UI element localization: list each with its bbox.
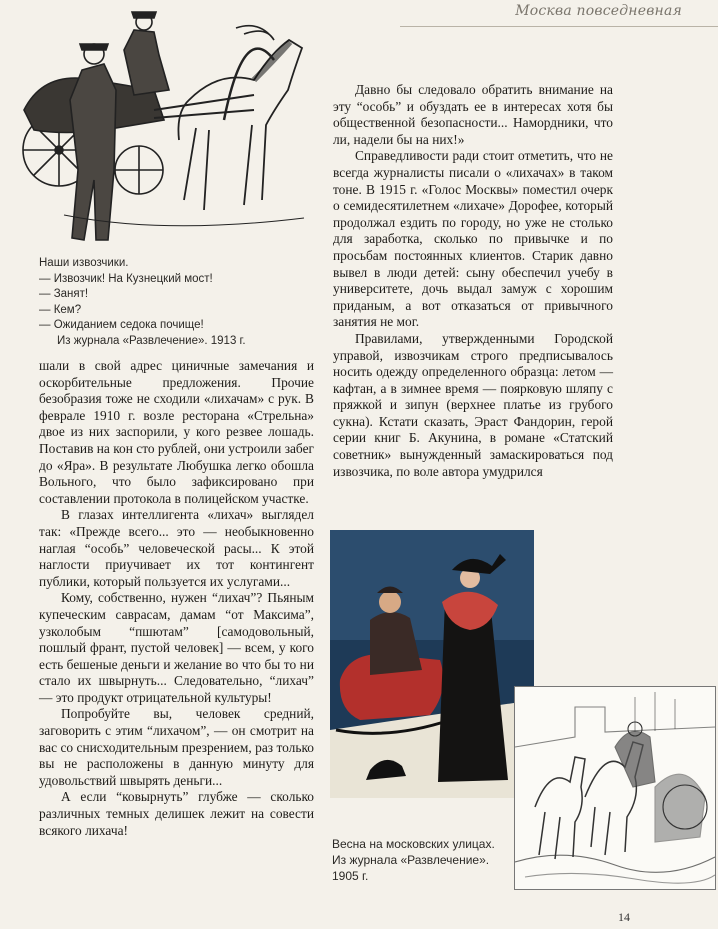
running-header [400,0,718,27]
illustration-spring-street [514,686,716,890]
paragraph: Попробуйте вы, человек средний, заговорить с этим “лихачом”, — он смотрит на вас со снисходительным презрением, раз только вы не расположены в данную минуту для удовольствий швырять деньги... [39,706,314,788]
illustration-sleigh-lady [330,530,534,806]
caption-line: — Занят! [39,288,89,300]
paragraph: В глазах интеллигента «лихач» выглядел так: «Прежде всего... это — необыкновенно наглая “особь” человеческой расы... К этой наглости приучивает их тот контингент публики, который пользуется их услугами... [39,507,314,589]
caption-line: — Ожиданием седока почище! [39,319,204,331]
page-number: 14 [618,910,630,924]
text-column-right [333,82,613,480]
caption-line: — Извозчик! На Кузнецкий мост! [39,272,213,285]
caption-line: Наши извозчики. [39,257,129,269]
paragraph: Справедливости ради стоит отметить, что не всегда журналисты писали о «лихачах» в таком тоне. В 1915 г. «Голос Москвы» поместил очерк о семидесятилетнем «лихаче» Дорофее, который продолжал ездить по городу, но уже не столько для заработка, сколько по привычке и по просьбам постоянных клиентов. Старик давно вывел в люди детей: сыну обеспечил учебу в университете, дочь выдал замуж с хорошим приданым, а вот отказаться от привычного занятия не мог. [333,148,613,330]
paragraph: А если “ковырнуть” глубже — сколько различных темных делишек лежит на совести всякого лихача! [39,789,314,838]
caption-top [39,256,246,349]
caption-mid [332,836,495,884]
caption-line: Из журнала «Развлечение». [332,853,490,867]
caption-source: Из журнала «Развлечение». 1913 г. [57,334,246,347]
paragraph: Давно бы следовало обратить внимание на эту “особь” и обуздать ее в интересах хотя бы общественной безопасности... Намордники, что ли, надели бы на них!» [333,82,613,147]
caption-line: 1905 г. [332,869,369,883]
illustration-cabman-horse [4,0,318,248]
caption-line: Весна на московских улицах. [332,837,495,851]
paragraph: шали в свой адрес циничные замечания и оскорбительные предложения. Прочие безобразия тоже не сходили «лихачам» с рук. В феврале 1910 г. возле ресторана «Стрельна» двое из них заспорили, у кого резвее лошадь. Поставив на кон сто рублей, они устроили забег до «Яра». В результате Любушка легко обошла Вольного, что было зафиксировано при составлении протокола в полицейском участке. [39,358,315,506]
text-column-left [39,358,314,839]
caption-line: — Кем? [39,303,82,316]
paragraph: Кому, собственно, нужен “лихач”? Пьяным купеческим саврасам, дамам “от Максима”, узколобым “пшютам” [самодовольный, пошлый франт, пустой человек] — всем, у кого есть бешеные деньги и желание во что бы то ни стало их швырнуть... Следовательно, “лихач” — это продукт отрицательной культуры! [39,590,314,705]
paragraph: Правилами, утвержденными Городской управой, извозчикам строго предписывалось носить одежду определенного образца: летом — кафтан, а в зимнее время — поярковую шляпу с пряжкой и зипун (верхнее платье из грубого сукна). Кстати сказать, Эраст Фандорин, герой серии книг Б. Акунина, в романе «Статский советник» вынужденный замаскироваться под извозчика, по воле автора умудрился [333,330,613,479]
running-title: Москва повседневная [515,3,682,19]
